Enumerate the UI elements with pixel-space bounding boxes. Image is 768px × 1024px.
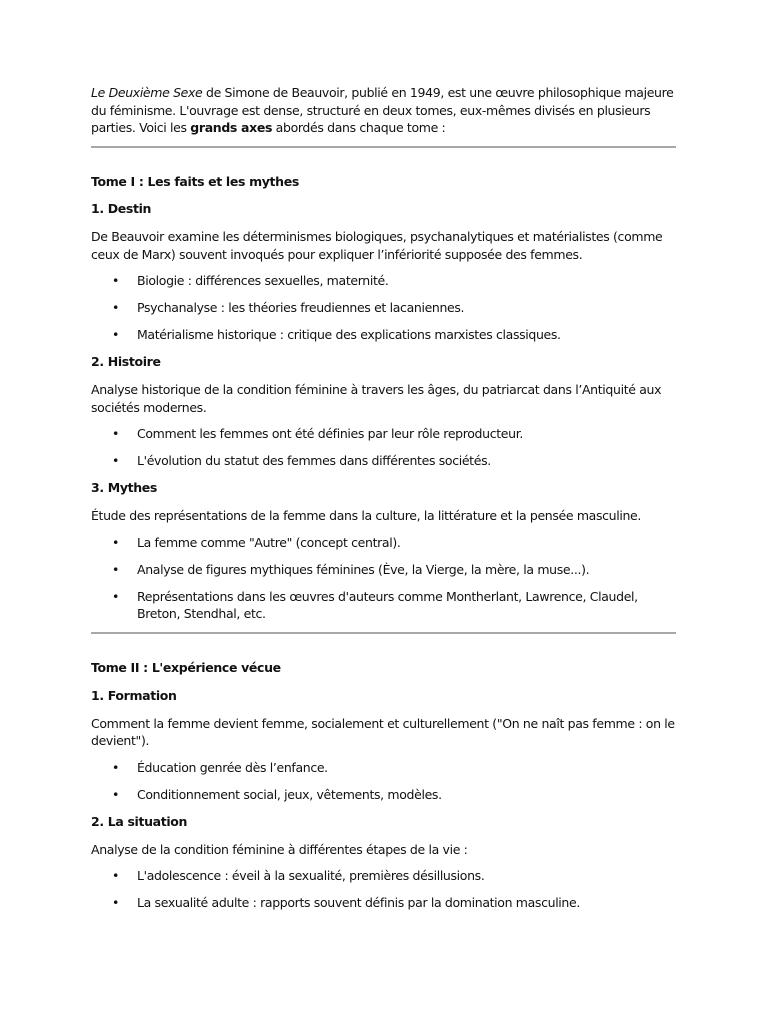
book-title: Le Deuxième Sexe (91, 85, 203, 100)
bullet-icon: • (112, 868, 120, 884)
bullet-icon: • (112, 588, 120, 604)
list-item (91, 326, 676, 344)
bullet-icon: • (112, 534, 120, 550)
intro-paragraph (91, 84, 676, 137)
document-body (91, 84, 676, 921)
intro-bold-text: grands axes (190, 120, 273, 136)
bullet-list (91, 759, 676, 804)
section-title-la-situation: 2. La situation (91, 814, 188, 830)
list-item (91, 588, 676, 623)
horizontal-rule (91, 146, 676, 148)
list-item-text: Psychanalyse : les théories freudiennes et lacaniennes. (137, 300, 465, 316)
bullet-icon: • (112, 327, 120, 343)
list-item-text: La femme comme "Autre" (concept central). (137, 534, 401, 550)
list-item-text: Comment les femmes ont été définies par leur rôle reproducteur. (137, 426, 523, 442)
bullet-icon: • (112, 895, 120, 911)
list-item (91, 894, 676, 912)
bullet-icon: • (112, 300, 120, 316)
bullet-list (91, 867, 676, 912)
list-item (91, 452, 676, 470)
section-description: Analyse de la condition féminine à différentes étapes de la vie : (91, 841, 468, 857)
tome-1-title: Tome I : Les faits et les mythes (91, 173, 299, 189)
list-item (91, 561, 676, 579)
list-item (91, 786, 676, 804)
section-description: Comment la femme devient femme, socialement et culturellement ("On ne naît pas femme : on le devient"). (91, 715, 675, 749)
section-title-formation: 1. Formation (91, 688, 177, 704)
bullet-icon: • (112, 453, 120, 469)
section-description: De Beauvoir examine les déterminismes biologiques, psychanalytiques et matérialistes (comme ceux de Marx) souvent invoqués pour expliquer l’infériorité supposée des femmes. (91, 228, 663, 262)
list-item-text: L'évolution du statut des femmes dans différentes sociétés. (137, 453, 491, 469)
list-item-text: L'adolescence : éveil à la sexualité, premières désillusions. (137, 868, 485, 884)
bullet-icon: • (112, 273, 120, 289)
tome-2-title: Tome II : L'expérience vécue (91, 660, 281, 676)
bullet-icon: • (112, 786, 120, 802)
intro-text-2: abordés dans chaque tome : (272, 120, 446, 136)
list-item (91, 425, 676, 443)
list-item-text: Matérialisme historique : critique des explications marxistes classiques. (137, 327, 561, 343)
horizontal-rule (91, 632, 676, 634)
bullet-list (91, 534, 676, 623)
list-item (91, 299, 676, 317)
list-item (91, 867, 676, 885)
section-title-histoire: 2. Histoire (91, 354, 161, 370)
list-item-text: Représentations dans les œuvres d'auteurs comme Montherlant, Lawrence, Claudel, Breton, Stendhal, etc. (137, 588, 638, 622)
list-item-text: La sexualité adulte : rapports souvent définis par la domination masculine. (137, 895, 580, 911)
bullet-list (91, 425, 676, 470)
list-item-text: Conditionnement social, jeux, vêtements, modèles. (137, 786, 442, 802)
section-title-destin: 1. Destin (91, 201, 152, 217)
section-description: Analyse historique de la condition féminine à travers les âges, du patriarcat dans l’Antiquité aux sociétés modernes. (91, 382, 662, 415)
bullet-icon: • (112, 561, 120, 577)
list-item (91, 272, 676, 290)
list-item-text: Éducation genrée dès l’enfance. (137, 759, 328, 775)
list-item (91, 759, 676, 777)
list-item-text: Analyse de figures mythiques féminines (Ève, la Vierge, la mère, la muse...). (137, 561, 590, 577)
intro-text-1: de Simone de Beauvoir, publié en 1949, est une œuvre philosophique majeure du féminisme. L'ouvrage est dense, structuré en deux tomes, eux-mêmes divisés en plusieurs parties. Voici les (91, 85, 674, 136)
section-description: Étude des représentations de la femme dans la culture, la littérature et la pensée masculine. (91, 508, 642, 523)
list-item-text: Biologie : différences sexuelles, maternité. (137, 273, 389, 289)
section-title-mythes: 3. Mythes (91, 480, 158, 496)
bullet-icon: • (112, 759, 120, 775)
bullet-list (91, 272, 676, 344)
bullet-icon: • (112, 426, 120, 442)
list-item (91, 534, 676, 552)
